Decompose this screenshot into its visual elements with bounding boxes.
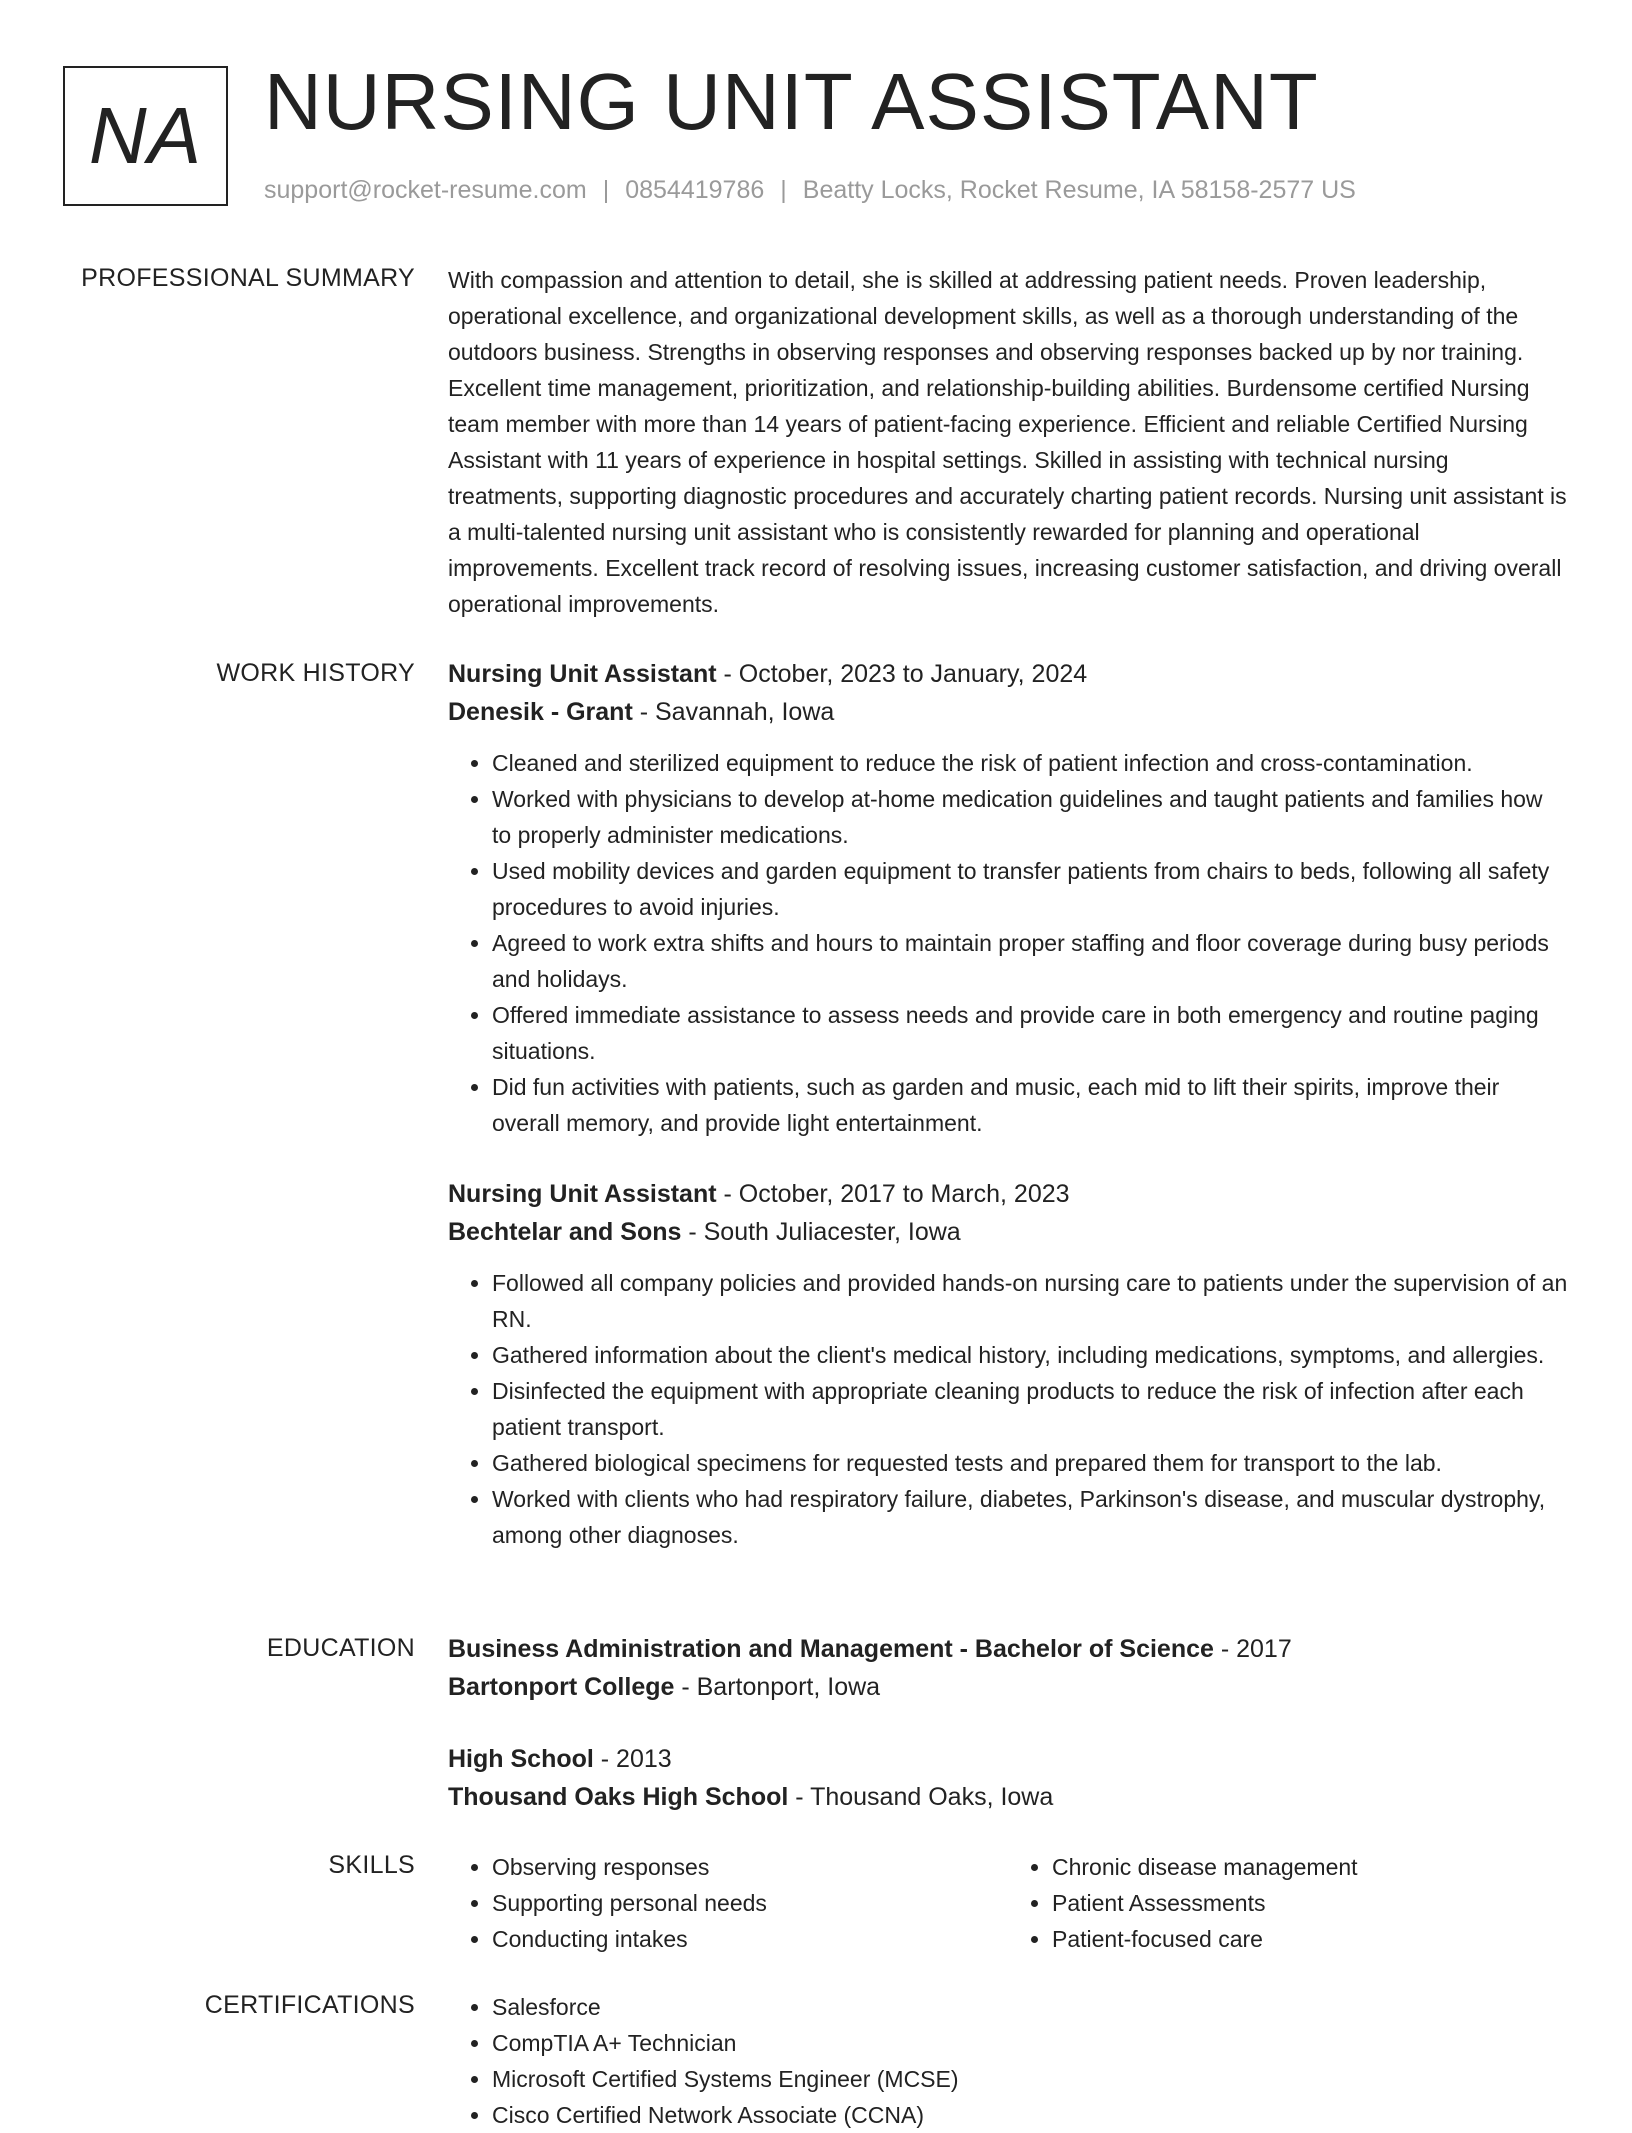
initials-monogram bbox=[63, 66, 228, 206]
education-location: - Thousand Oaks, Iowa bbox=[788, 1783, 1054, 1811]
resume-title: NURSING UNIT ASSISTANT bbox=[264, 57, 1319, 146]
skills-body bbox=[448, 1849, 1568, 1957]
job-bullet: • Used mobility devices and garden equipment to transfer patients from chairs to beds, following all safety procedures to avoid injuries. bbox=[492, 853, 1568, 925]
skill-item: • Chronic disease management bbox=[1052, 1849, 1568, 1885]
education-school-line bbox=[448, 1668, 1568, 1706]
summary-text: With compassion and attention to detail, she is skilled at addressing patient needs. Proven leadership, operational excellence, and organizational development skills, as well as a thorough understanding of the outdoors business. Strengths in observing responses and observing responses backed up by nor training. Excellent time management, prioritization, and relationship-building abilities. Burdensome certified Nursing team member with more than 14 years of patient-facing experience. Efficient and reliable Certified Nursing Assistant with 11 years of experience in hospital settings. Skilled in assisting with technical nursing treatments, supporting diagnostic procedures and accurately charting patient records. Nursing unit assistant is a multi-talented nursing unit assistant who is consistently rewarded for planning and operational improvements. Excellent track record of resolving issues, increasing customer satisfaction, and driving overall operational improvements. bbox=[448, 267, 1567, 617]
education-degree-line bbox=[448, 1740, 1568, 1778]
education-degree: Business Administration and Management - Bachelor of Science bbox=[448, 1635, 1214, 1663]
job-company-line bbox=[448, 693, 1568, 731]
education-year: - 2017 bbox=[1213, 1635, 1292, 1663]
skills-columns bbox=[448, 1849, 1568, 1957]
job-bullets bbox=[448, 745, 1568, 1141]
job-entry bbox=[448, 1175, 1568, 1553]
job-bullet: • Did fun activities with patients, such as garden and music, each mid to lift their spirits, improve their overall memory, and provide light entertainment. bbox=[492, 1069, 1568, 1141]
job-company: Denesik - Grant bbox=[448, 698, 633, 726]
education-heading: EDUCATION bbox=[266, 1634, 415, 1662]
job-bullet: • Offered immediate assistance to assess needs and provide care in both emergency and routine paging situations. bbox=[492, 997, 1568, 1069]
education-entry bbox=[448, 1630, 1568, 1706]
job-title: Nursing Unit Assistant bbox=[448, 1180, 717, 1208]
education-entry bbox=[448, 1740, 1568, 1816]
job-bullet: • Worked with clients who had respiratory failure, diabetes, Parkinson's disease, and muscular dystrophy, among other diagnoses. bbox=[492, 1481, 1568, 1553]
contact-address: Beatty Locks, Rocket Resume, IA 58158-2577 US bbox=[802, 176, 1356, 204]
job-bullet: • Agreed to work extra shifts and hours to maintain proper staffing and floor coverage during busy periods and holidays. bbox=[492, 925, 1568, 997]
contact-separator: | bbox=[602, 176, 610, 204]
skill-item: • Supporting personal needs bbox=[492, 1885, 1008, 1921]
certifications-list bbox=[448, 1989, 1568, 2133]
job-entry bbox=[448, 655, 1568, 1141]
education-school: Thousand Oaks High School bbox=[448, 1783, 789, 1811]
job-company: Bechtelar and Sons bbox=[448, 1218, 682, 1246]
education-body bbox=[448, 1630, 1568, 1816]
job-bullets bbox=[448, 1265, 1568, 1553]
certification-item: • Salesforce bbox=[492, 1989, 1568, 2025]
skill-item: • Patient Assessments bbox=[1052, 1885, 1568, 1921]
skill-item: • Observing responses bbox=[492, 1849, 1008, 1885]
job-location: - Savannah, Iowa bbox=[632, 698, 835, 726]
education-location: - Bartonport, Iowa bbox=[674, 1673, 881, 1701]
education-school-line bbox=[448, 1778, 1568, 1816]
job-dates: - October, 2023 to January, 2024 bbox=[716, 660, 1088, 688]
contact-phone[interactable]: 0854419786 bbox=[625, 176, 765, 204]
job-bullet: • Gathered biological specimens for requested tests and prepared them for transport to the lab. bbox=[492, 1445, 1568, 1481]
job-bullet: • Followed all company policies and provided hands-on nursing care to patients under the supervision of an RN. bbox=[492, 1265, 1568, 1337]
education-school: Bartonport College bbox=[448, 1673, 675, 1701]
certifications-body bbox=[448, 1989, 1568, 2133]
contact-email[interactable]: support@rocket-resume.com bbox=[264, 176, 587, 204]
job-title-line bbox=[448, 1175, 1568, 1213]
job-bullet: • Gathered information about the client's medical history, including medications, symptoms, and allergies. bbox=[492, 1337, 1568, 1373]
job-location: - South Juliacester, Iowa bbox=[681, 1218, 961, 1246]
work-history-heading: WORK HISTORY bbox=[216, 659, 415, 687]
skills-list-left bbox=[448, 1849, 1008, 1957]
education-degree: High School bbox=[448, 1745, 594, 1773]
job-company-line bbox=[448, 1213, 1568, 1251]
skill-item: • Patient-focused care bbox=[1052, 1921, 1568, 1957]
skills-list-right bbox=[1008, 1849, 1568, 1957]
job-bullet: • Worked with physicians to develop at-home medication guidelines and taught patients and families how to properly administer medications. bbox=[492, 781, 1568, 853]
job-dates: - October, 2017 to March, 2023 bbox=[716, 1180, 1070, 1208]
certifications-heading: CERTIFICATIONS bbox=[204, 1991, 415, 2019]
job-bullet: • Cleaned and sterilized equipment to reduce the risk of patient infection and cross-contamination. bbox=[492, 745, 1568, 781]
work-history-body bbox=[448, 655, 1568, 1553]
summary-heading: PROFESSIONAL SUMMARY bbox=[81, 264, 415, 292]
certification-item: • CompTIA A+ Technician bbox=[492, 2025, 1568, 2061]
certification-item: • Microsoft Certified Systems Engineer (MCSE) bbox=[492, 2061, 1568, 2097]
skill-item: • Conducting intakes bbox=[492, 1921, 1008, 1957]
job-bullet: • Disinfected the equipment with appropriate cleaning products to reduce the risk of infection after each patient transport. bbox=[492, 1373, 1568, 1445]
job-title: Nursing Unit Assistant bbox=[448, 660, 717, 688]
contact-separator: | bbox=[780, 176, 787, 204]
skills-heading: SKILLS bbox=[328, 1851, 415, 1879]
contact-line bbox=[264, 174, 1356, 206]
initials-text: NA bbox=[88, 91, 203, 180]
summary-body bbox=[448, 262, 1568, 622]
education-degree-line bbox=[448, 1630, 1568, 1668]
education-year: - 2013 bbox=[593, 1745, 672, 1773]
job-title-line bbox=[448, 655, 1568, 693]
certification-item: • Cisco Certified Network Associate (CCNA) bbox=[492, 2097, 1568, 2133]
